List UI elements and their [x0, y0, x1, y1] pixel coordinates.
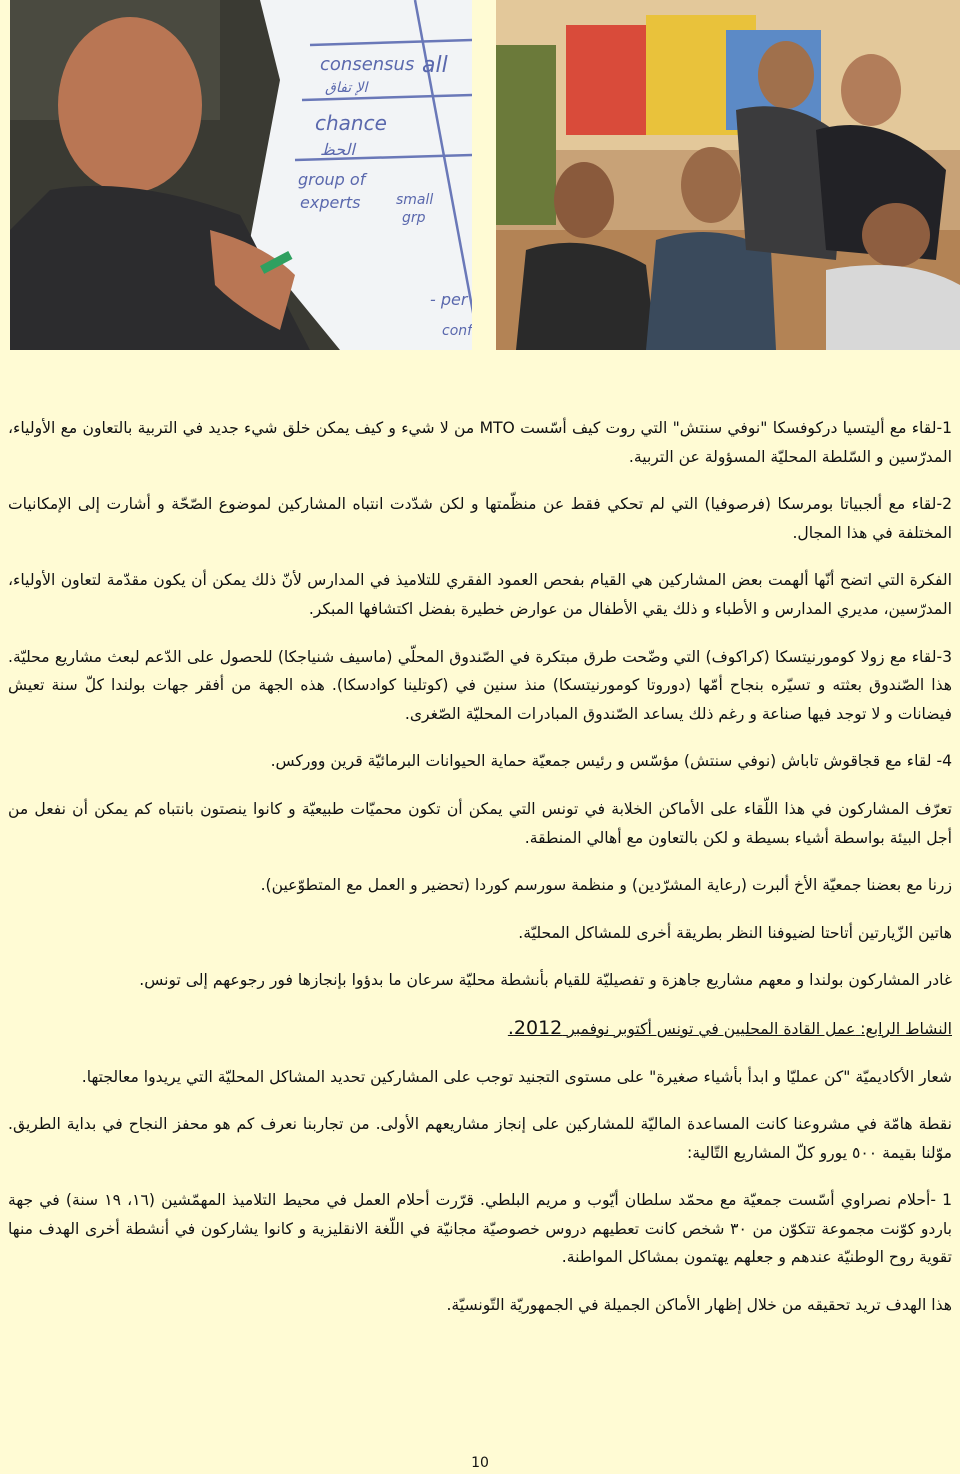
photo-group-participants [496, 0, 960, 350]
activity-four-title: عمل القادة المحليين في تونس أكتوبر نوفمبر [567, 1019, 856, 1038]
chart-word-luck: الحظ [320, 140, 355, 159]
chart-word-group-of: group of [298, 170, 366, 189]
paragraph-visits: زرنا مع بعضنا جمعيّة الأخ ألبرت (رعاية المشرّدين) و منظمة سورسم كوردا (تحضير و العمل مع المتطوّعين). [260, 876, 952, 895]
chart-word-all: all [422, 53, 448, 78]
activity-four-year: 2012. [507, 1016, 563, 1039]
paragraph-meeting-4: 4- لقاء مع قجاقوش تاباش (نوفي سنتش) مؤسّس و رئيس جمعيّة حماية الحيوانات البرمائيّة قرين ووركس. [270, 752, 952, 771]
paragraph-meeting-2: 2-لقاء مع ألجبياتا بومرسكا (فرصوفيا) التي لم تحكي فقط عن منظّمتها و لكن شدّدت انتباه المشاركين لموضوع الصّحّة و أشارت إلى الإمكانيات المختلفة في هذا المجال. [8, 495, 952, 542]
chart-word-grp: grp [402, 210, 426, 226]
chart-word-small: small [396, 192, 434, 208]
paragraph-project-1: 1 -أحلام نصراوي أسّست جمعيّة مع محمّد سلطان أيّوب و مريم البلطي. قرّرت أحلام العمل في محيط التلاميذ المهمّشين (١٦، ١٩ سنة) في جهة باردو كوّنت مجموعة تتكوّن من ٣٠ شخص كانت تعطيهم دروس خصوصيّة مجانيّة في اللّغة الانقليزية و كانوا يشاركون في أنشطة أخرى الهدف منها تقوية روح الوطنيّة عندهم و جعلهم يهتمون بمشاكل المواطنة. [8, 1191, 952, 1267]
photo-right-drawing [496, 0, 960, 350]
activity-four-heading [8, 1014, 952, 1044]
photo-man-writing-flipchart [10, 0, 472, 350]
paragraph-nature-reserves: تعرّف المشاركون في هذا اللّقاء على الأماكن الخلابة في تونس التي يمكن أن تكون محميّات طبيعيّة و كانوا ينصتون بانتباه كم يمكن أن نفعل من أجل البيئة بواسطة أشياء بسيطة و لكن بالتعاون مع أهالي المنطقة. [8, 799, 952, 847]
chart-word-conf: conf [442, 323, 472, 339]
paragraph-academy-slogan: شعار الأكاديميّة "كن عمليّا و ابدأ بأشياء صغيرة" على مستوى التجنيد توجب على المشاركين تحديد المشاكل المحليّة التي يريدوا معالجتها. [81, 1067, 952, 1086]
chart-word-agreement: الإ تفاق [325, 80, 368, 96]
page-number: 10 [471, 1455, 489, 1471]
chart-word-per: - per [430, 290, 468, 309]
chart-word-consensus: consensus [320, 54, 415, 75]
paragraph-project-1-goal: هذا الهدف تريد تحقيقه من خلال إظهار الأماكن الجميلة في الجمهوريّة التّونسيّة. [446, 1296, 952, 1315]
paragraph-meeting-1: 1-لقاء مع أليتسيا دركوفسكا "نوفي سنتش" التي روت كيف أسّست MTO من لا شيء و كيف يمكن خلق شيء جديد في التربية بالتعاون مع الأولياء، المدرّسين و السّلطة المحليّة المسؤولة عن التربية. [8, 419, 952, 466]
paragraph-departure: غادر المشاركون بولندا و معهم مشاريع جاهزة و تفصيليّة للقيام بأنشطة محليّة سرعان ما بدؤوا بإنجازها فور رجوعهم إلى تونس. [139, 971, 952, 990]
chart-word-experts: experts [300, 193, 361, 212]
paragraph-financial-support: نقطة هامّة في مشروعنا كانت المساعدة الماليّة للمشاركين على إنجاز مشاريعهم الأولى. من تجاربنا نعرف كم هو محفز النجاح في بداية الطريق. موّلنا بقيمة ٥٠٠ يورو كلّ المشاريع التّالية: [8, 1115, 952, 1162]
paragraph-meeting-3: 3-لقاء مع زولا كومورنيتسكا (كراكوف) التي وضّحت طرق مبتكرة في الصّندوق المحلّي (ماسيف شنياجكا) للحصول على الدّعم لبعث مشاريع محليّة. هذا الصّندوق بعثته و تسيّره بنجاح أمّها (دوروتا كومورنيتسكا) منذ سنين في (كوتلينا كوادسكا). هذه الجهة من أفقر جهات بولندا كلّ سنة تعيش فيضانات و لا توجد فيها صناعة و رغم ذلك يساعد الصّندوق المبادرات المحليّة الصّغرى. [8, 647, 952, 723]
paragraph-visits-outcome: هاتين الزّيارتين أتاحتا لضيوفنا النظر بطريقة أخرى للمشاكل المحليّة. [518, 923, 952, 942]
chart-word-chance: chance [315, 111, 387, 135]
activity-four-label: النشاط الرابع: [860, 1019, 952, 1038]
paragraph-spine-idea: الفكرة التي اتضح أنّها ألهمت بعض المشاركين هي القيام بفحص العمود الفقري للتلاميذ في المدارس لأنّ ذلك يمكن أن يكون مقدّمة لتعاون الأولياء، المدرّسين، مديري المدارس و الأطباء و ذلك يقي الأطفال من عوارض خطيرة بفضل اكتشافها المبكر. [8, 571, 952, 618]
article-text [8, 414, 952, 1339]
photo-left-drawing [10, 0, 472, 350]
